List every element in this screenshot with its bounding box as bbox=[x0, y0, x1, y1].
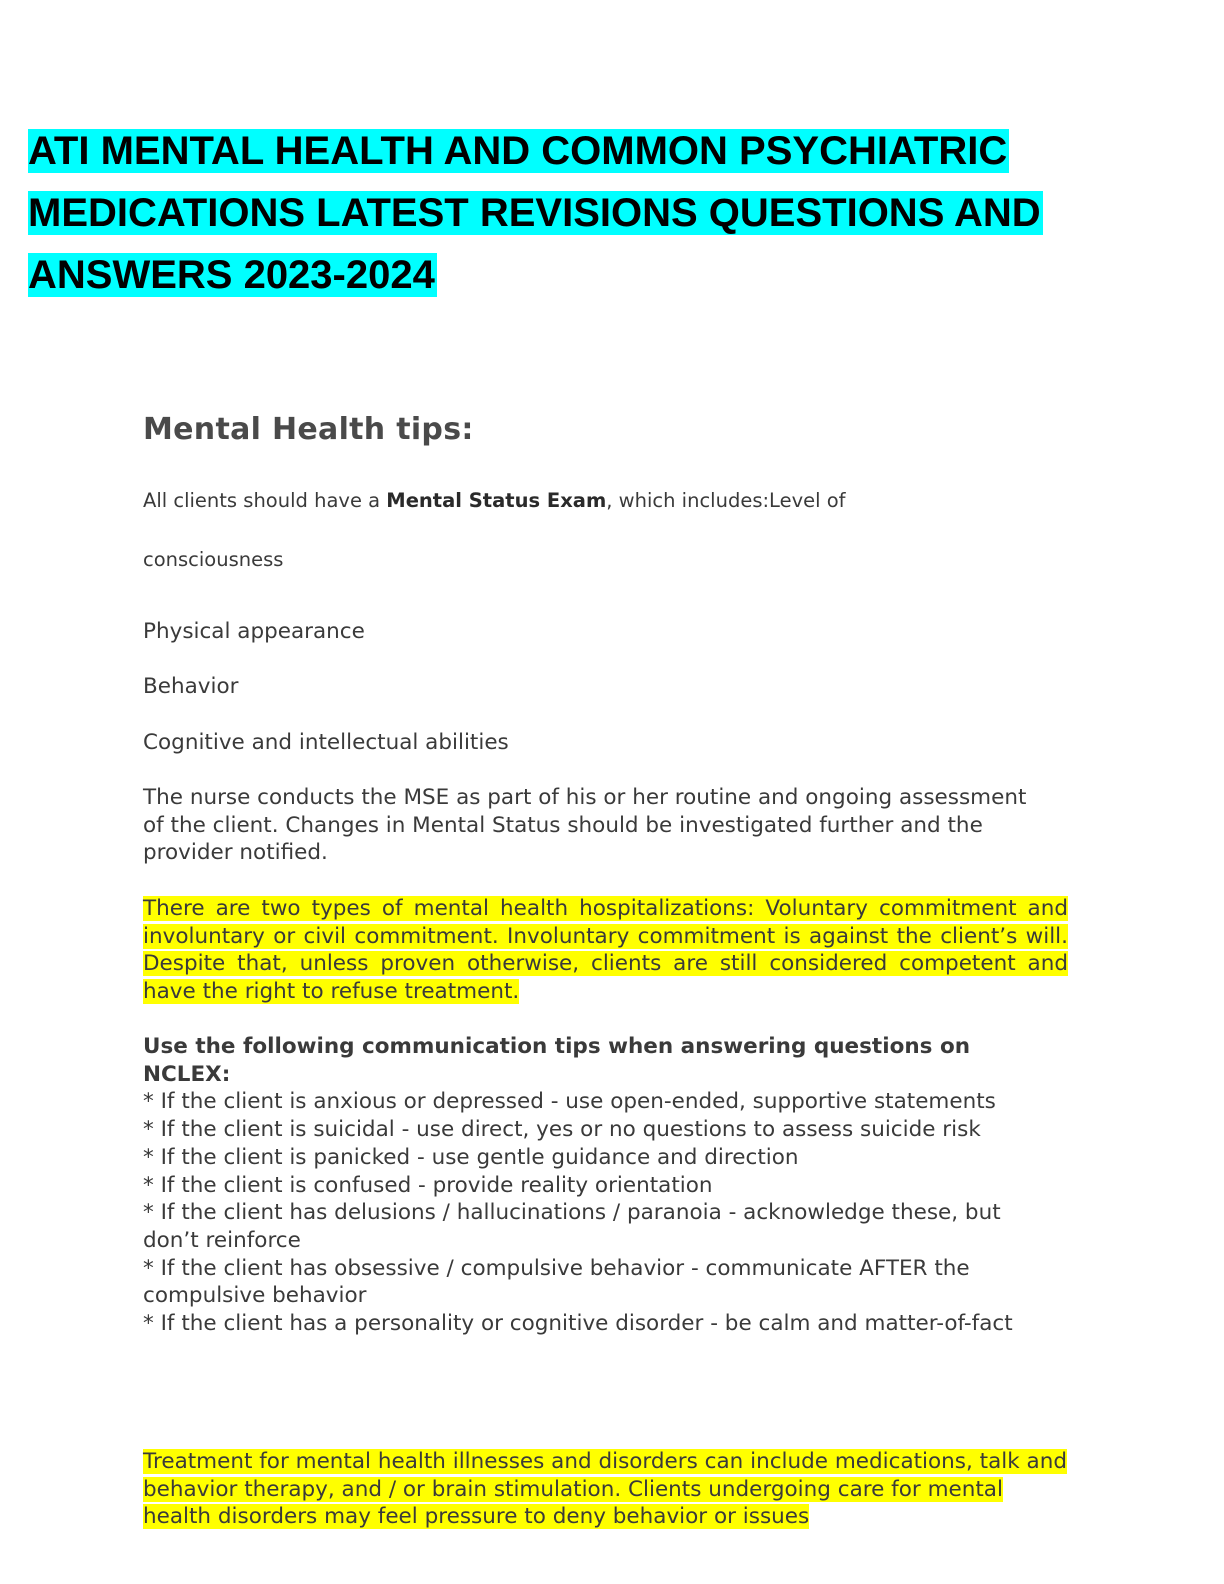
highlighted-hospitalization-text: There are two types of mental health hospitalizations: Voluntary commitment and involuntary or civil commitment. Involuntary commitment is against the client’s will. Despite that, unless proven otherwise, clients are still considered competent and have the right to refuse treatment. bbox=[143, 896, 1068, 1005]
document-title bbox=[28, 120, 1088, 306]
paragraph-hospitalization bbox=[143, 895, 1068, 1006]
intro-suffix: , which includes:Level of bbox=[606, 489, 846, 512]
title-line-1-text: ATI MENTAL HEALTH AND COMMON PSYCHIATRIC bbox=[28, 129, 1008, 173]
communication-tip: * If the client has delusions / hallucinations / paranoia - acknowledge these, but don’t reinforce bbox=[143, 1200, 1001, 1253]
intro-continuation: consciousness bbox=[143, 548, 284, 571]
mse-item-behavior: Behavior bbox=[143, 674, 239, 699]
title-line-2 bbox=[28, 182, 1088, 244]
title-line-3-text: ANSWERS 2023-2024 bbox=[28, 253, 435, 297]
intro-line bbox=[143, 489, 846, 512]
communication-tip: * If the client has a personality or cognitive disorder - be calm and matter-of-fact bbox=[143, 1311, 1013, 1337]
mse-item-cognitive: Cognitive and intellectual abilities bbox=[143, 730, 509, 755]
title-line-2-text: MEDICATIONS LATEST REVISIONS QUESTIONS AND bbox=[28, 191, 1041, 235]
paragraph-mse: The nurse conducts the MSE as part of his or her routine and ongoing assessment of the client. Changes in Mental Status should be investigated further and the provider notified. bbox=[143, 785, 1027, 866]
title-line-1 bbox=[28, 120, 1088, 182]
communication-heading: Use the following communication tips when answering questions on NCLEX: bbox=[143, 1034, 971, 1087]
section-heading: Mental Health tips: bbox=[143, 412, 474, 447]
communication-tip: * If the client is panicked - use gentle guidance and direction bbox=[143, 1144, 799, 1170]
title-line-3 bbox=[28, 244, 1088, 306]
intro-bold-term: Mental Status Exam bbox=[386, 489, 607, 512]
highlighted-treatment-text: Treatment for mental health illnesses and disorders can include medications, talk and behavior therapy, and / or brain stimulation. Clients undergoing care for mental health disorders may feel pressure to deny behavior or issues bbox=[143, 1449, 1067, 1530]
communication-tip: * If the client is suicidal - use direct, yes or no questions to assess suicide risk bbox=[143, 1117, 981, 1143]
communication-tip: * If the client is anxious or depressed - use open-ended, supportive statements bbox=[143, 1089, 996, 1115]
intro-prefix: All clients should have a bbox=[143, 489, 387, 512]
communication-tip: * If the client is confused - provide reality orientation bbox=[143, 1172, 713, 1198]
paragraph-treatment bbox=[143, 1448, 1068, 1531]
mse-item-physical: Physical appearance bbox=[143, 619, 365, 644]
communication-section bbox=[143, 1033, 1058, 1338]
communication-tip: * If the client has obsessive / compulsive behavior - communicate AFTER the compulsive behavior bbox=[143, 1255, 970, 1309]
